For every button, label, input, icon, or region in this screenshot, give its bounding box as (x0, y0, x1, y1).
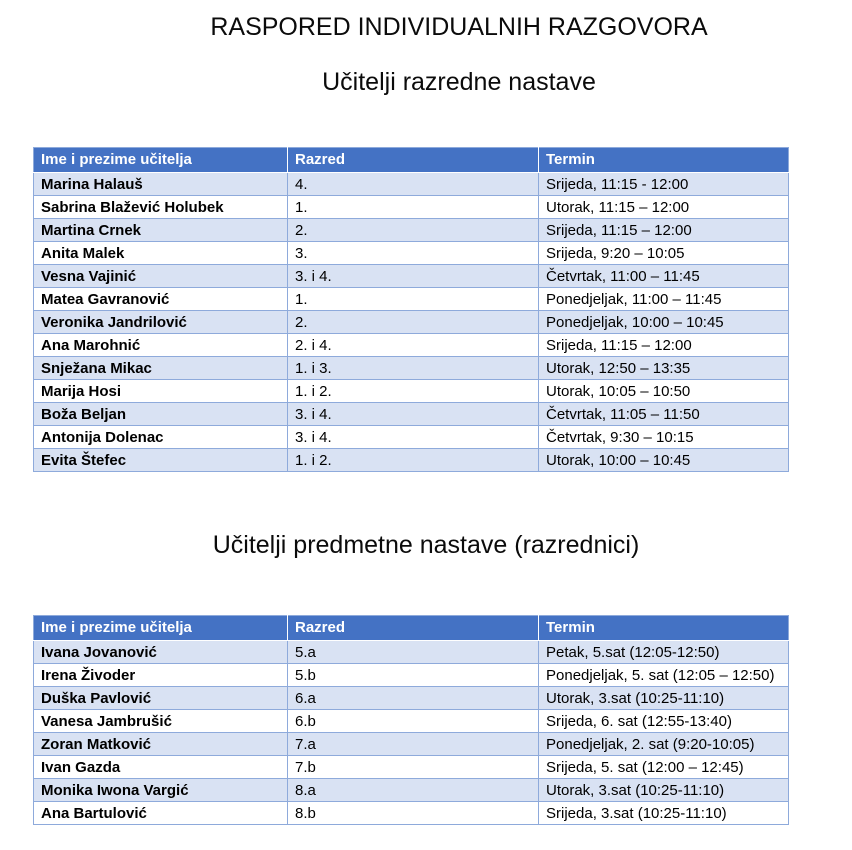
term-cell: Srijeda, 11:15 – 12:00 (539, 334, 789, 357)
class-cell: 1. i 3. (288, 357, 539, 380)
table-row (34, 664, 789, 687)
term-cell: Utorak, 11:15 – 12:00 (539, 196, 789, 219)
teacher-name-cell: Ivan Gazda (34, 756, 288, 779)
class-cell: 2. (288, 311, 539, 334)
class-cell: 1. (288, 288, 539, 311)
teacher-name-cell: Veronika Jandrilović (34, 311, 288, 334)
table-row (34, 449, 789, 472)
class-cell: 2. (288, 219, 539, 242)
class-cell: 3. i 4. (288, 403, 539, 426)
table-row (34, 710, 789, 733)
teacher-name-cell: Zoran Matković (34, 733, 288, 756)
section-title-predmetna-nastava: Učitelji predmetne nastave (razrednici) (212, 531, 640, 559)
table-row (34, 357, 789, 380)
column-header: Termin (539, 148, 789, 173)
teacher-name-cell: Marina Halauš (34, 173, 288, 196)
term-cell: Srijeda, 11:15 - 12:00 (539, 173, 789, 196)
class-cell: 5.a (288, 641, 539, 664)
class-cell: 3. i 4. (288, 265, 539, 288)
term-cell: Ponedjeljak, 5. sat (12:05 – 12:50) (539, 664, 789, 687)
term-cell: Ponedjeljak, 10:00 – 10:45 (539, 311, 789, 334)
table-row (34, 641, 789, 664)
table-row (34, 334, 789, 357)
column-header: Ime i prezime učitelja (34, 148, 288, 173)
teacher-name-cell: Ana Bartulović (34, 802, 288, 825)
table-row (34, 288, 789, 311)
section-title-razredna-nastava: Učitelji razredne nastave (322, 68, 596, 96)
term-cell: Utorak, 3.sat (10:25-11:10) (539, 687, 789, 710)
column-header: Razred (288, 616, 539, 641)
teacher-name-cell: Sabrina Blažević Holubek (34, 196, 288, 219)
term-cell: Četvrtak, 11:05 – 11:50 (539, 403, 789, 426)
class-cell: 3. (288, 242, 539, 265)
table-row (34, 733, 789, 756)
term-cell: Četvrtak, 11:00 – 11:45 (539, 265, 789, 288)
teacher-name-cell: Matea Gavranović (34, 288, 288, 311)
column-header: Razred (288, 148, 539, 173)
term-cell: Srijeda, 9:20 – 10:05 (539, 242, 789, 265)
class-cell: 5.b (288, 664, 539, 687)
teacher-name-cell: Antonija Dolenac (34, 426, 288, 449)
class-cell: 6.a (288, 687, 539, 710)
table-row (34, 779, 789, 802)
class-cell: 4. (288, 173, 539, 196)
term-cell: Utorak, 12:50 – 13:35 (539, 357, 789, 380)
document-title: RASPORED INDIVIDUALNIH RAZGOVORA (210, 13, 708, 41)
teacher-name-cell: Snježana Mikac (34, 357, 288, 380)
table-row (34, 242, 789, 265)
table-row (34, 756, 789, 779)
table-head (34, 148, 789, 173)
table-row (34, 687, 789, 710)
class-cell: 3. i 4. (288, 426, 539, 449)
teacher-name-cell: Vesna Vajinić (34, 265, 288, 288)
term-cell: Utorak, 10:05 – 10:50 (539, 380, 789, 403)
table-row (34, 173, 789, 196)
table-row (34, 403, 789, 426)
teacher-name-cell: Martina Crnek (34, 219, 288, 242)
class-cell: 7.b (288, 756, 539, 779)
table-row (34, 426, 789, 449)
term-cell: Srijeda, 11:15 – 12:00 (539, 219, 789, 242)
teacher-name-cell: Monika Iwona Vargić (34, 779, 288, 802)
teacher-name-cell: Vanesa Jambrušić (34, 710, 288, 733)
term-cell: Petak, 5.sat (12:05-12:50) (539, 641, 789, 664)
class-cell: 1. i 2. (288, 380, 539, 403)
term-cell: Ponedjeljak, 2. sat (9:20-10:05) (539, 733, 789, 756)
class-cell: 7.a (288, 733, 539, 756)
teacher-name-cell: Duška Pavlović (34, 687, 288, 710)
teacher-name-cell: Ivana Jovanović (34, 641, 288, 664)
class-cell: 8.a (288, 779, 539, 802)
table-row (34, 311, 789, 334)
class-cell: 1. i 2. (288, 449, 539, 472)
class-cell: 8.b (288, 802, 539, 825)
teacher-name-cell: Anita Malek (34, 242, 288, 265)
table-row (34, 219, 789, 242)
teacher-name-cell: Ana Marohnić (34, 334, 288, 357)
table-header-row (34, 616, 789, 641)
teacher-name-cell: Irena Živoder (34, 664, 288, 687)
table-row (34, 265, 789, 288)
term-cell: Ponedjeljak, 11:00 – 11:45 (539, 288, 789, 311)
term-cell: Utorak, 3.sat (10:25-11:10) (539, 779, 789, 802)
table-row (34, 802, 789, 825)
term-cell: Utorak, 10:00 – 10:45 (539, 449, 789, 472)
table-row (34, 380, 789, 403)
class-cell: 1. (288, 196, 539, 219)
table-body (34, 173, 789, 472)
table-body (34, 641, 789, 825)
table-row (34, 196, 789, 219)
column-header: Ime i prezime učitelja (34, 616, 288, 641)
column-header: Termin (539, 616, 789, 641)
term-cell: Četvrtak, 9:30 – 10:15 (539, 426, 789, 449)
term-cell: Srijeda, 5. sat (12:00 – 12:45) (539, 756, 789, 779)
class-cell: 2. i 4. (288, 334, 539, 357)
teacher-name-cell: Boža Beljan (34, 403, 288, 426)
table-head (34, 616, 789, 641)
term-cell: Srijeda, 6. sat (12:55-13:40) (539, 710, 789, 733)
teacher-name-cell: Marija Hosi (34, 380, 288, 403)
class-cell: 6.b (288, 710, 539, 733)
table-header-row (34, 148, 789, 173)
term-cell: Srijeda, 3.sat (10:25-11:10) (539, 802, 789, 825)
schedule-table-predmetna-nastava (33, 615, 789, 825)
schedule-table-razredna-nastava (33, 147, 789, 472)
teacher-name-cell: Evita Štefec (34, 449, 288, 472)
